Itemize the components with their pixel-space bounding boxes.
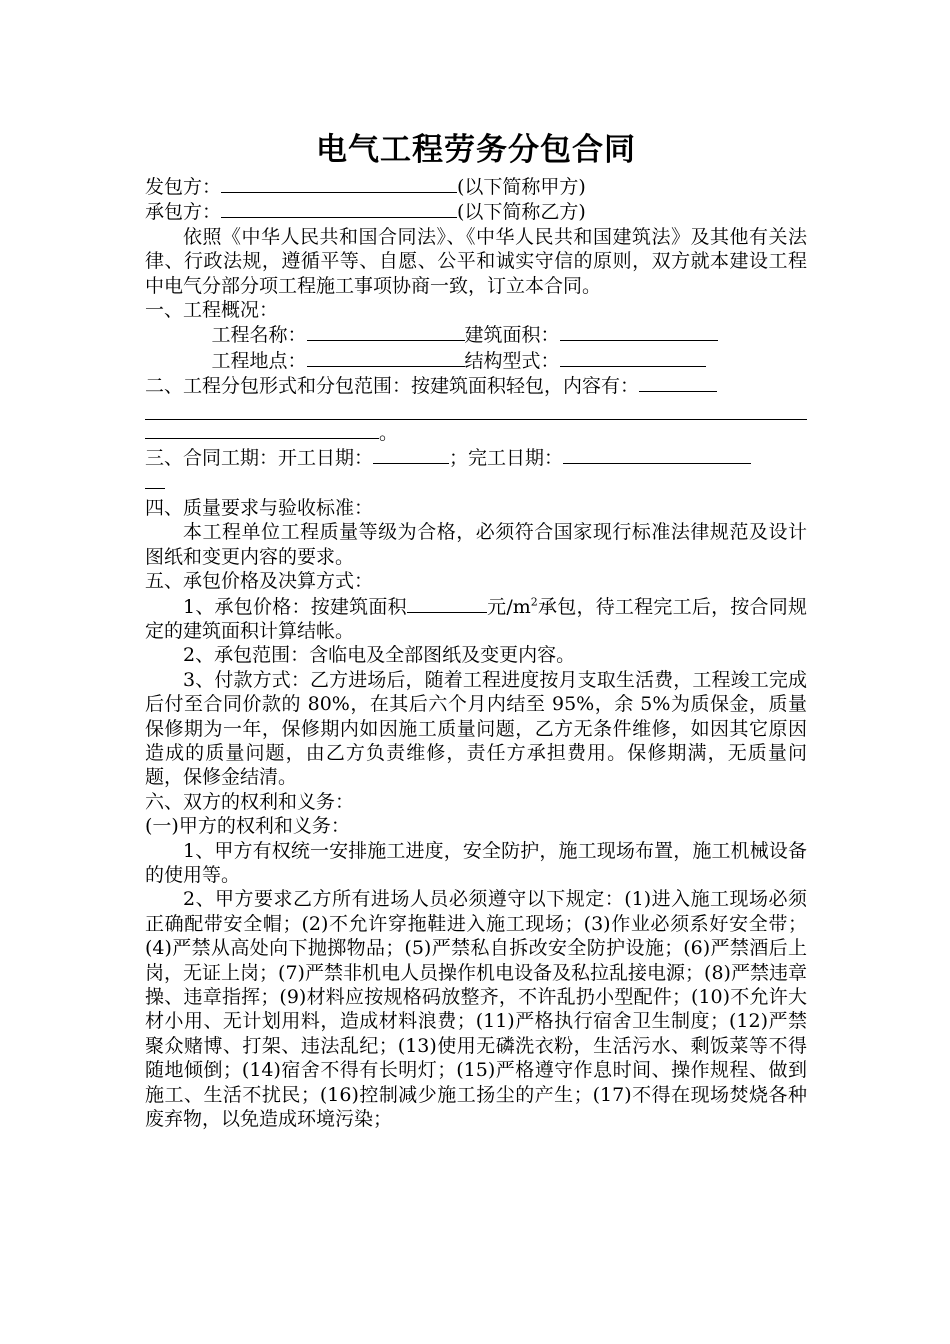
party-b-suffix: (以下简称乙方) [457, 201, 586, 224]
party-a-line [145, 174, 807, 199]
scope-blank-3[interactable] [145, 420, 379, 439]
project-name-area-line [145, 322, 807, 347]
page-title: 电气工程劳务分包合同 [316, 132, 636, 168]
structure-blank[interactable] [560, 348, 706, 367]
start-date-blank[interactable] [373, 445, 449, 464]
party-a-label: 发包方： [145, 176, 222, 198]
end-date-blank-cont[interactable] [145, 470, 165, 489]
scope-blank-1[interactable] [639, 373, 717, 392]
price-unit: 元/m [486, 595, 531, 618]
section-2-text: 二、工程分包形式和分包范围：按建筑面积轻包，内容有： [145, 375, 640, 398]
party-a-suffix: (以下简称甲方) [457, 176, 586, 198]
section-4-heading: 四、质量要求与验收标准： [145, 496, 374, 519]
price-pre: 1、承包价格：按建筑面积 [183, 595, 407, 618]
section-2-end-line [145, 420, 807, 445]
area-label: 建筑面积： [464, 324, 560, 347]
section-6-sub-1: (一)甲方的权利和义务： [145, 815, 350, 838]
section-4-body: 本工程单位工程质量等级为合格，必须符合国家现行标准法律规范及设计图纸和变更内容的要求。 [145, 521, 807, 568]
section-1-heading: 一、工程概况： [145, 299, 279, 322]
end-date-label: ；完工日期： [449, 447, 564, 470]
section-6-item-2: 2、甲方要求乙方所有进场人员必须遵守以下规定：(1)进入施工现场必须正确配带安全帽；(2)不允许穿拖鞋进入施工现场；(3)作业必须系好安全带；(4)严禁从高处向下抛掷物品；(5)严禁私自拆改安全防护设施；(6)严禁酒后上岗，无证上岗；(7)严禁非机电人员操作机电设备及私拉乱接电源；(8)严禁违章操、违章指挥；(9)材料应按规格码放整齐，不许乱扔小型配件；(10)不允许大材小用、无计划用料，造成材料浪费；(11)严格执行宿舍卫生制度；(12)严禁聚众赌博、打架、违法乱纪；(13)使用无磷洗衣粉，生活污水、剩饭菜等不得随地倾倒；(14)宿舍不得有长明灯；(15)严格遵守作息时间、操作规程、做到施工、生活不扰民；(16)控制减少施工扬尘的产生；(17)不得在现场焚烧各种废弃物，以免造成环境污染； [145, 888, 807, 1131]
party-b-line [145, 199, 807, 224]
scope-blank-2[interactable] [145, 399, 807, 420]
contract-page [145, 128, 807, 1131]
section-3 [145, 445, 807, 470]
preamble: 依照《中华人民共和国合同法》、《中华人民共和国建筑法》及其他有关法律、行政法规，遵循平等、自愿、公平和诚实守信的原则，双方就本建设工程中电气分部分项工程施工事项协商一致，订立本合同。 [145, 225, 807, 297]
area-blank[interactable] [560, 322, 718, 341]
location-blank[interactable] [307, 348, 465, 367]
end-date-blank-wrap [145, 470, 807, 495]
structure-label: 结构型式： [464, 349, 560, 372]
section-5-item-3: 3、付款方式：乙方进场后，随着工程进度按月支取生活费，工程竣工完成后付至合同价款的 80%，在其后六个月内结至 95%，余 5%为质保金，质量保修期为一年，保修期内如因施工质量问题，乙方无条件维修，如因其它原因造成的质量问题，由乙方负责维修，责任方承担费用。保修期满，无质量问题，保修金结清。 [145, 668, 807, 789]
party-a-blank[interactable] [221, 174, 457, 193]
price-blank[interactable] [407, 594, 487, 613]
section-6-item-1: 1、甲方有权统一安排施工进度，安全防护，施工现场布置，施工机械设备的使用等。 [145, 839, 807, 886]
project-name-blank[interactable] [307, 322, 465, 341]
end-date-blank[interactable] [563, 445, 751, 464]
party-b-blank[interactable] [221, 199, 457, 218]
location-structure-line [145, 348, 807, 373]
price-post: 承包，待工程完工后，按合同规定的建筑面积计算结帐。 [145, 595, 808, 642]
section-5-heading: 五、承包价格及决算方式： [145, 570, 374, 593]
party-b-label: 承包方： [145, 201, 222, 224]
section-5-item-2: 2、承包范围：含临电及全部图纸及变更内容。 [183, 644, 576, 667]
section-6-heading: 六、双方的权利和义务： [145, 790, 355, 813]
section-2 [145, 373, 807, 398]
section-5-item-1 [145, 594, 807, 644]
location-label: 工程地点： [211, 349, 307, 372]
start-date-label: 三、合同工期：开工日期： [145, 447, 374, 470]
price-unit-sup: 2 [530, 595, 538, 609]
section-2-end: 。 [379, 421, 399, 444]
project-name-label: 工程名称： [211, 324, 307, 347]
